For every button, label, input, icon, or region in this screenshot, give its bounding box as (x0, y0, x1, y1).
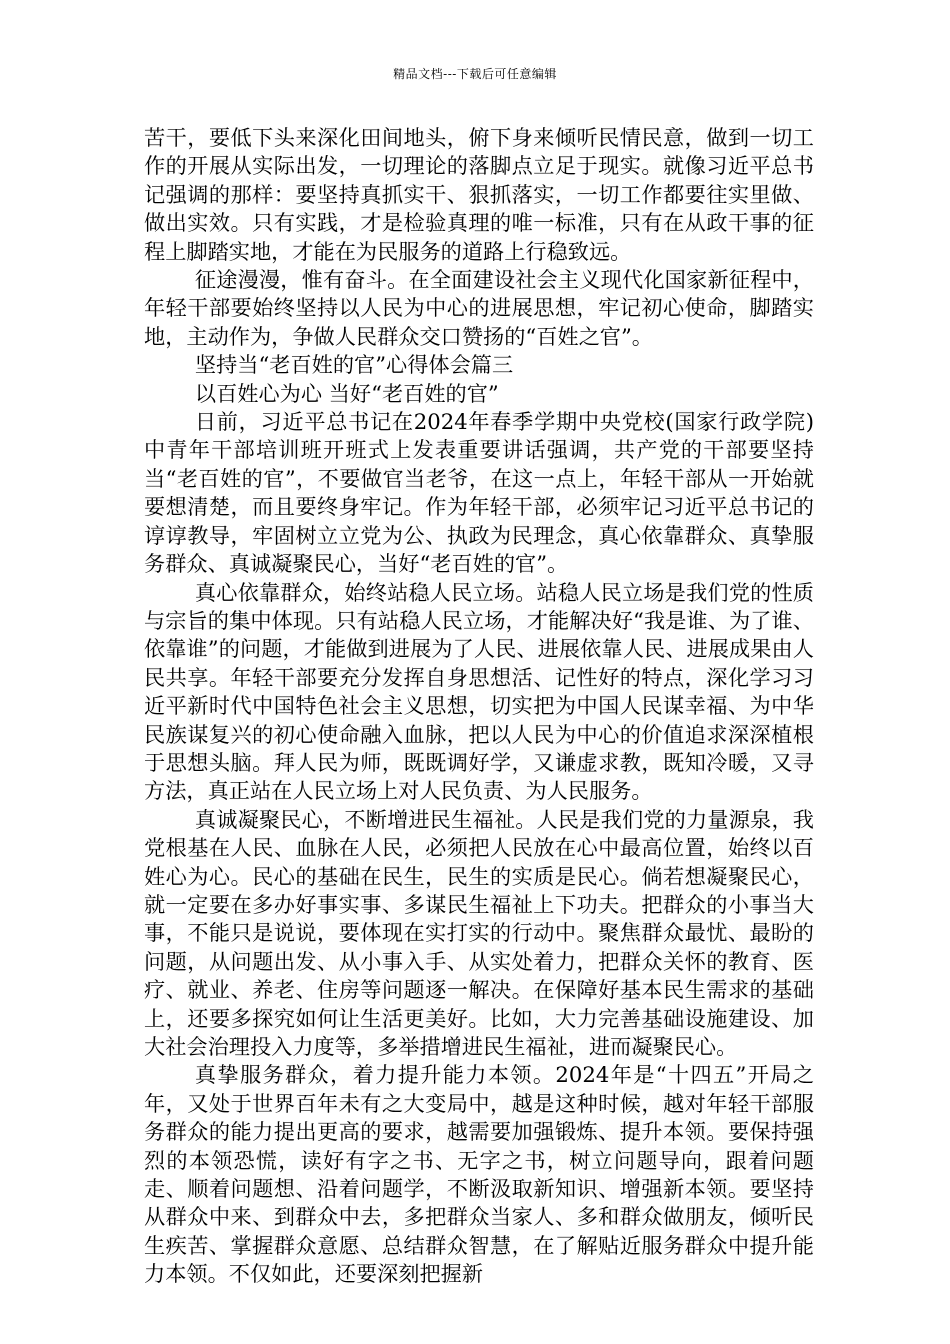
article-title: 以百姓心为心 当好“老百姓的官” (194, 380, 499, 406)
section-title: 坚持当“老百姓的官”心得体会篇三 (194, 352, 514, 378)
paragraph: 真挚服务群众，着力提升能力本领。2024年是“十四五”开局之年，又处于世界百年未有之大变局中，越是这种时候，越对年轻干部服务群众的能力提出更高的要求，越需要加强锻炼、提升本领。要保持强烈的本领恐慌，读好有字之书、无字之书，树立问题导向，跟着问题走、顺着问题想、沿着问题学，不断汲取新知识、增强新本领。要坚持从群众中来、到群众中去，多把群众当家人、多和群众做朋友，倾听民生疾苦、掌握群众意愿、总结群众智慧，在了解贴近服务群众中提升能力本领。不仅如此，还要深刻把握新 (144, 1062, 814, 1287)
page-header: 精品文档---下载后可任意编辑 (393, 67, 557, 81)
paragraph: 日前，习近平总书记在2024年春季学期中央党校(国家行政学院)中青年干部培训班开班式上发表重要讲话强调，共产党的干部要坚持当“老百姓的官”，不要做官当老爷，在这一点上，年轻干部从一开始就要想清楚，而且要终身牢记。作为年轻干部，必须牢记习近平总书记的谆谆教导，牢固树立立党为公、执政为民理念，真心依靠群众、真挚服务群众、真诚凝聚民心，当好“老百姓的官”。 (144, 409, 814, 577)
paragraph: 真诚凝聚民心，不断增进民生福祉。人民是我们党的力量源泉，我党根基在人民、血脉在人民，必须把人民放在心中最高位置，始终以百姓心为心。民心的基础在民生，民生的实质是民心。倘若想凝聚民心，就一定要在多办好事实事、多谋民生福祉上下功夫。把群众的小事当大事，不能只是说说，要体现在实打实的行动中。聚焦群众最忧、最盼的问题，从问题出发、从小事入手、从实处着力，把群众关怀的教育、医疗、就业、养老、住房等问题逐一解决。在保障好基本民生需求的基础上，还要多探究如何让生活更美好。比如，大力完善基础设施建设、加大社会治理投入力度等，多举措增进民生福祉，进而凝聚民心。 (144, 806, 814, 1059)
paragraph: 征途漫漫，惟有奋斗。在全面建设社会主义现代化国家新征程中，年轻干部要始终坚持以人民为中心的进展思想，牢记初心使命，脚踏实地，主动作为，争做人民群众交口赞扬的“百姓之官”。 (144, 267, 814, 349)
paragraph: 真心依靠群众，始终站稳人民立场。站稳人民立场是我们党的性质与宗旨的集中体现。只有站稳人民立场，才能解决好“我是谁、为了谁、依靠谁”的问题，才能做到进展为了人民、进展依靠人民、进展成果由人民共享。年轻干部要充分发挥自身思想活、记性好的特点，深化学习习近平新时代中国特色社会主义思想，切实把为中国人民谋幸福、为中华民族谋复兴的初心使命融入血脉，把以人民为中心的价值追求深深植根于思想头脑。拜人民为师，既既调好学，又谦虚求教，既知冷暖，又寻方法，真正站在人民立场上对人民负责、为人民服务。 (144, 579, 814, 804)
document-body (144, 124, 814, 1289)
paragraph-continuation: 苦干，要低下头来深化田间地头，俯下身来倾听民情民意，做到一切工作的开展从实际出发，一切理论的落脚点立足于现实。就像习近平总书记强调的那样：要坚持真抓实干、狠抓落实，一切工作都要往实里做、做出实效。只有实践，才是检验真理的唯一标准，只有在从政干事的征程上脚踏实地，才能在为民服务的道路上行稳致远。 (144, 125, 814, 264)
